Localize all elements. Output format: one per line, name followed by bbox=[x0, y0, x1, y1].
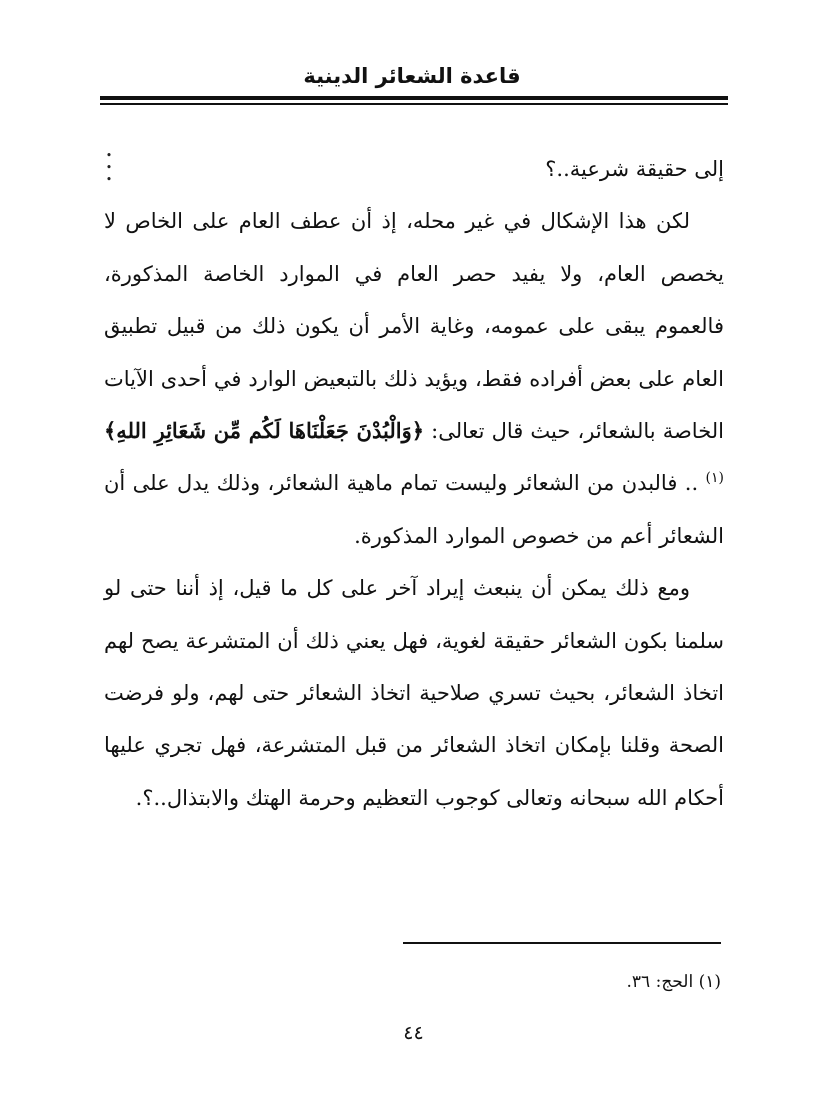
footnote-rule bbox=[403, 942, 721, 944]
header-rule bbox=[100, 96, 728, 100]
footnote-reference[interactable]: (١) bbox=[705, 470, 724, 487]
margin-marks: • • • bbox=[105, 149, 113, 186]
footnote: (١) الحج: ٣٦. bbox=[626, 972, 721, 992]
paragraph-3: ومع ذلك يمكن أن ينبعث إيراد آخر على كل ما قيل، إذ أننا حتى لو سلمنا بكون الشعائر حقيقة لغوية، فهل يعني ذلك أن المتشرعة يصح لهم اتخاذ الشعائر، بحيث تسري صلاحية اتخاذ الشعائر حتى لهم، ولو فرضت الصحة وقلنا بإمكان اتخاذ الشعائر من قبل المتشرعة، فهل تجري عليها أحكام الله سبحانه وتعالى كوجوب التعظيم وحرمة الهتك والابتذال..؟. bbox=[104, 576, 725, 810]
paragraph-2 bbox=[104, 195, 724, 562]
body-text bbox=[104, 143, 724, 824]
quran-verse: ﴿وَالْبُدْنَ جَعَلْنَاهَا لَكُم مِّن شَعَائِرِ اللهِ﴾ bbox=[104, 418, 425, 444]
paragraph-2-text-before: لكن هذا الإشكال في غير محله، إذ أن عطف العام على الخاص لا يخصص العام، ولا يفيد حصر العام في الموارد الخاصة المذكورة، فالعموم يبقى على عمومه، وغاية الأمر أن يكون ذلك من قبيل تطبيق العام على بعض أفراده فقط، ويؤيد ذلك بالتبعيض الوارد في أحدى الآيات الخاصة بالشعائر، حيث قال تعالى: bbox=[104, 209, 724, 444]
header-rule-thin bbox=[100, 103, 728, 105]
paragraph-1: إلى حقيقة شرعية..؟ bbox=[545, 157, 724, 181]
running-header: قاعدة الشعائر الدينية bbox=[303, 64, 521, 88]
page-number: ٤٤ bbox=[403, 1022, 424, 1044]
paragraph-2-text-after: .. فالبدن من الشعائر وليست تمام ماهية الشعائر، وذلك يدل على أن الشعائر أعم من خصوص الموارد المذكورة. bbox=[104, 471, 724, 548]
